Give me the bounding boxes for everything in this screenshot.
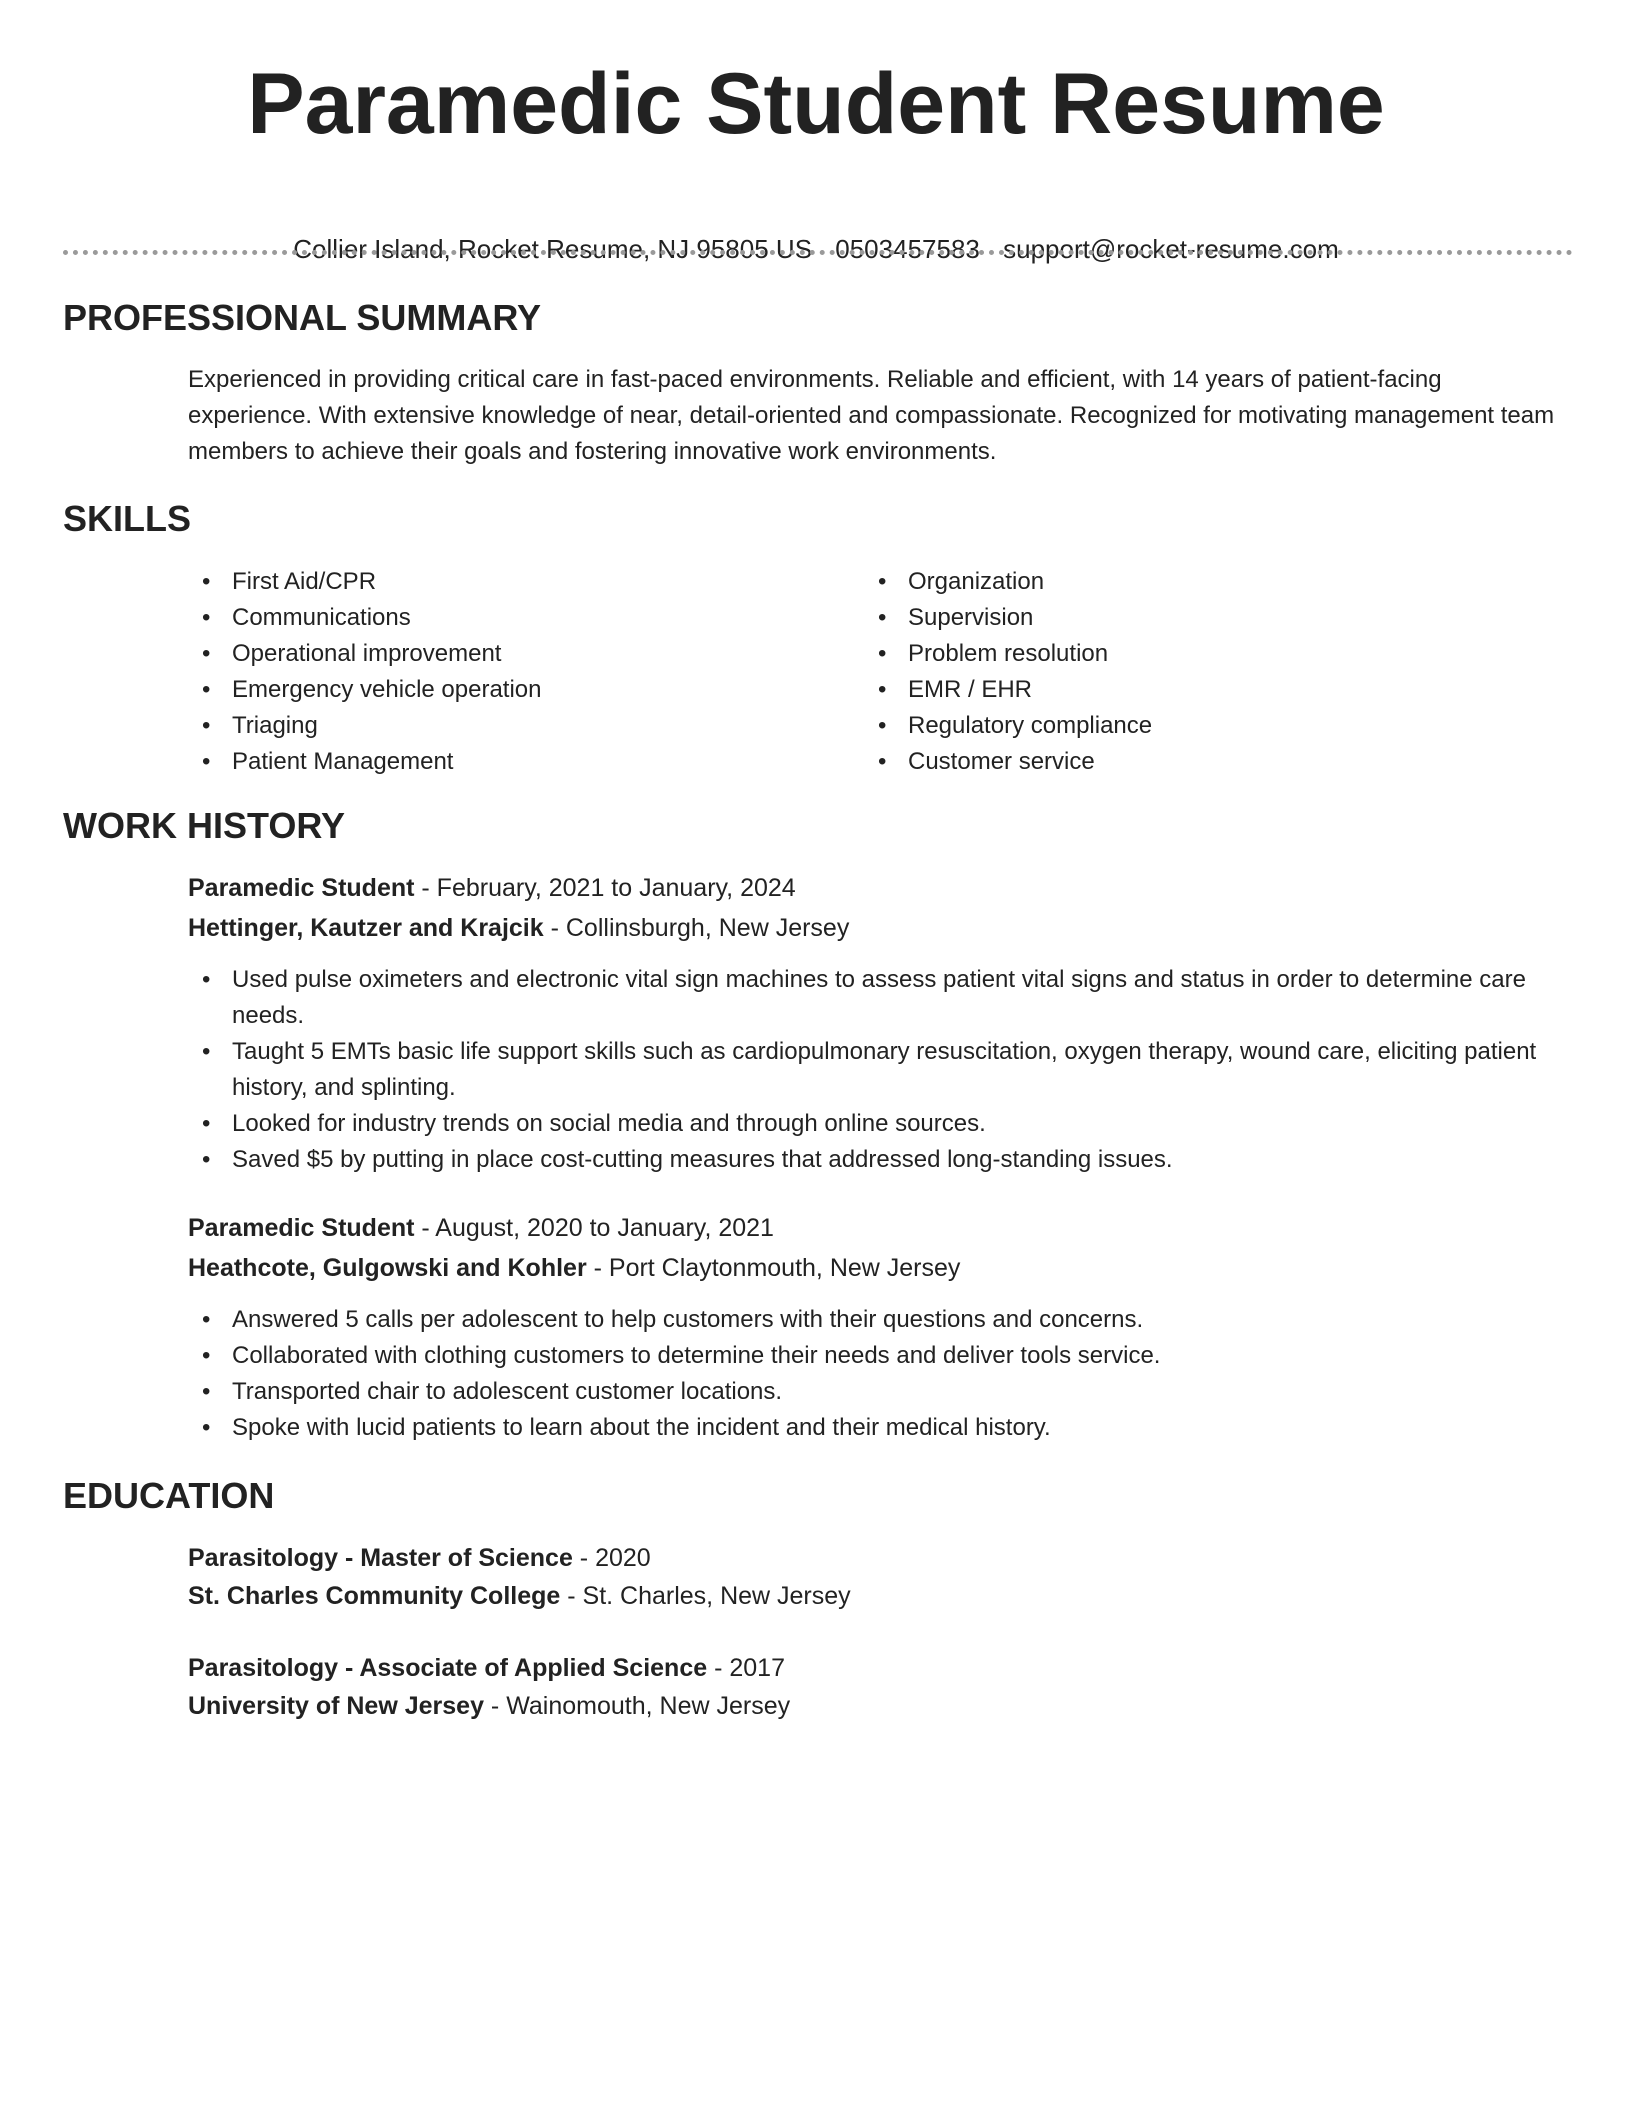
job-bullets-1 <box>188 962 1563 1178</box>
skill-item: • Triaging <box>188 708 864 744</box>
skill-item: • Customer service <box>864 744 1540 780</box>
job-employer: Heathcote, Gulgowski and Kohler <box>188 1254 587 1282</box>
job-bullet: • Saved $5 by putting in place cost-cutting measures that addressed long-standing issues. <box>188 1142 1563 1178</box>
skill-item: • Problem resolution <box>864 636 1540 672</box>
job-bullet: • Looked for industry trends on social media and through online sources. <box>188 1106 1563 1142</box>
skills-right-list <box>864 564 1540 780</box>
section-title-professional-summary: PROFESSIONAL SUMMARY <box>63 297 542 338</box>
education-year: - 2017 <box>707 1654 785 1682</box>
contact-phone: 0503457583 <box>835 234 980 264</box>
education-school: St. Charles Community College <box>188 1582 561 1610</box>
skills-grid <box>188 564 1563 780</box>
education-year: - 2020 <box>572 1544 651 1572</box>
job-role: Paramedic Student <box>188 1214 415 1242</box>
job-employer-line-1 <box>188 910 1563 946</box>
job-dates: - August, 2020 to January, 2021 <box>414 1214 774 1242</box>
education-degree: Parasitology - Associate of Applied Science <box>188 1654 708 1682</box>
education-degree-line-2 <box>188 1650 1563 1686</box>
job-employer: Hettinger, Kautzer and Krajcik <box>188 914 544 942</box>
skill-item: • Patient Management <box>188 744 864 780</box>
resume-title: Paramedic Student Resume <box>247 56 1385 152</box>
job-bullet: • Answered 5 calls per adolescent to help customers with their questions and concerns. <box>188 1302 1563 1338</box>
job-bullet: • Transported chair to adolescent customer locations. <box>188 1374 1563 1410</box>
education-school-line-2 <box>188 1688 1563 1724</box>
skills-left-list <box>188 564 864 780</box>
job-bullet: • Spoke with lucid patients to learn about the incident and their medical history. <box>188 1410 1563 1446</box>
contact-address: Collier Island, Rocket Resume, NJ 95805 US <box>293 234 813 264</box>
education-location: - Wainomouth, New Jersey <box>483 1692 791 1720</box>
skill-item: • Emergency vehicle operation <box>188 672 864 708</box>
job-bullets-2 <box>188 1302 1563 1446</box>
skill-item: • Communications <box>188 600 864 636</box>
job-bullet: • Taught 5 EMTs basic life support skills such as cardiopulmonary resuscitation, oxygen therapy, wound care, eliciting patient history, and splinting. <box>188 1034 1563 1106</box>
job-title-line-1 <box>188 870 1563 906</box>
section-title-work-history: WORK HISTORY <box>63 805 346 846</box>
education-location: - St. Charles, New Jersey <box>560 1582 851 1610</box>
skill-item: • Regulatory compliance <box>864 708 1540 744</box>
job-dates: - February, 2021 to January, 2024 <box>414 874 796 902</box>
education-school: University of New Jersey <box>188 1692 484 1720</box>
job-location: - Collinsburgh, New Jersey <box>543 914 850 942</box>
job-bullet: • Collaborated with clothing customers to determine their needs and deliver tools service. <box>188 1338 1563 1374</box>
job-role: Paramedic Student <box>188 874 415 902</box>
resume-header <box>0 52 1632 266</box>
professional-summary-text: Experienced in providing critical care in fast-paced environments. Reliable and efficient, with 14 years of patient-facing experience. With extensive knowledge of near, detail-oriented and compassionate. Recognized for motivating management team members to achieve their goals and fostering innovative work environments. <box>188 366 1555 465</box>
contact-email: support@rocket-resume.com <box>1003 234 1339 264</box>
job-bullet: • Used pulse oximeters and electronic vital sign machines to assess patient vital signs and status in order to determine care needs. <box>188 962 1563 1034</box>
job-title-line-2 <box>188 1210 1563 1246</box>
skill-item: • Organization <box>864 564 1540 600</box>
header-divider <box>63 250 1573 255</box>
skill-item: • First Aid/CPR <box>188 564 864 600</box>
education-degree-line-1 <box>188 1540 1563 1576</box>
education-degree: Parasitology - Master of Science <box>188 1544 573 1572</box>
skill-item: • Supervision <box>864 600 1540 636</box>
section-title-skills: SKILLS <box>63 498 192 539</box>
contact-line <box>0 232 1632 266</box>
education-school-line-1 <box>188 1578 1563 1614</box>
skill-item: • EMR / EHR <box>864 672 1540 708</box>
skill-item: • Operational improvement <box>188 636 864 672</box>
job-location: - Port Claytonmouth, New Jersey <box>586 1254 961 1282</box>
section-title-education: EDUCATION <box>63 1475 275 1516</box>
job-employer-line-2 <box>188 1250 1563 1286</box>
